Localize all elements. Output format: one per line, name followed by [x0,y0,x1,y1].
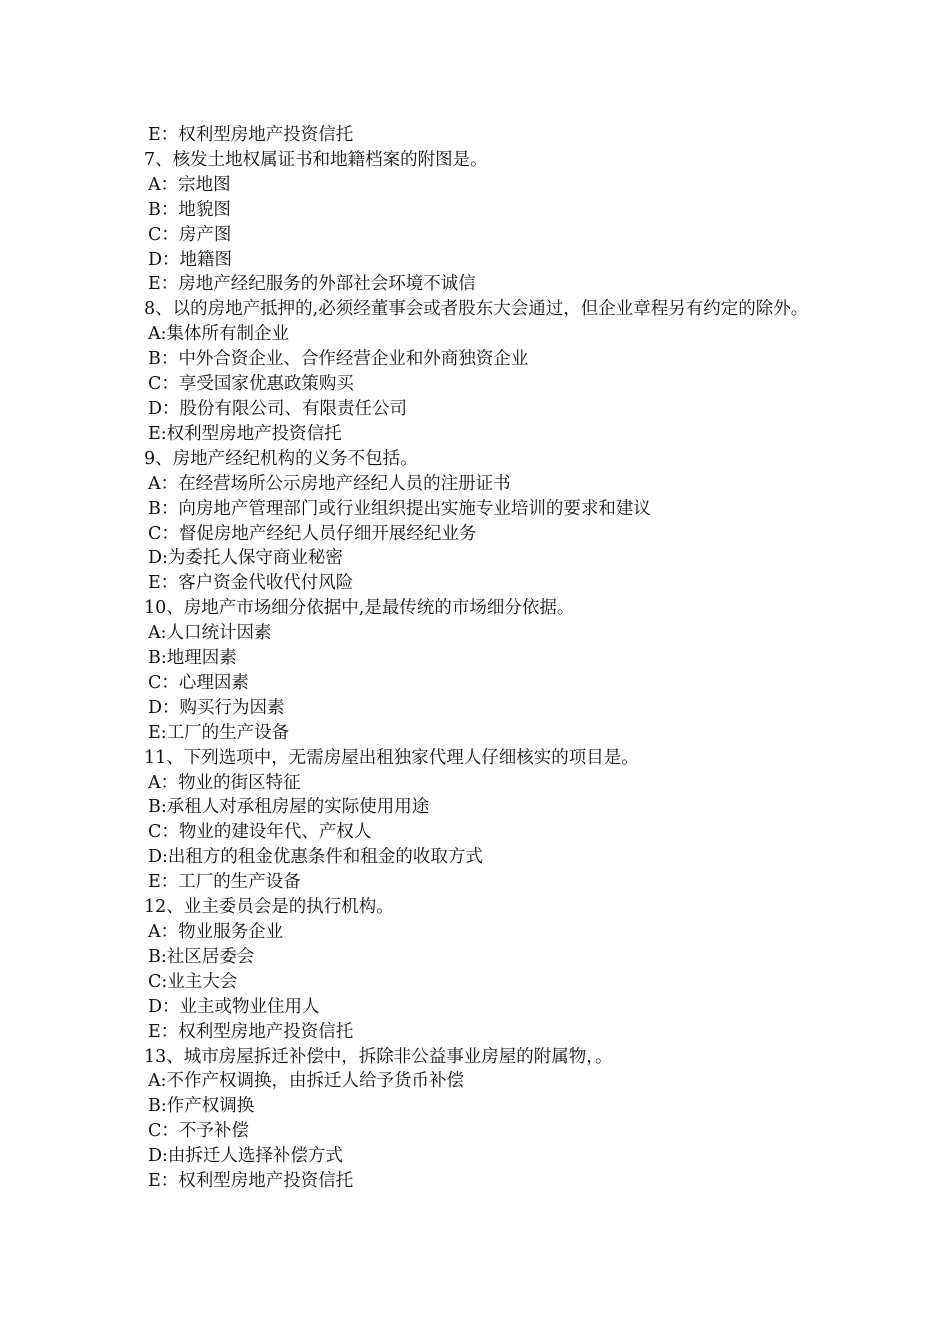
option-line: E：权利型房地产投资信托 [148,1171,354,1192]
option-line: D：股份有限公司、有限责任公司 [148,398,408,419]
option-line: B:社区居委会 [148,946,255,967]
option-line: C：心理因素 [148,672,249,693]
option-line: A:不作产权调换，由拆迁人给予货币补偿 [148,1071,465,1092]
option-line: A：在经营场所公示房地产经纪人员的注册证书 [148,473,511,494]
question-line: 12、业主委员会是的执行机构。 [144,897,394,918]
option-line: D:出租方的租金优惠条件和租金的收取方式 [148,847,483,868]
option-line: D:由拆迁人选择补偿方式 [148,1146,343,1167]
document-body [144,123,824,1194]
question-line: 8、以的房地产抵押的,必须经董事会或者股东大会通过，但企业章程另有约定的除外。 [144,299,809,320]
option-line: E：客户资金代收代付风险 [148,573,354,594]
option-line: E：权利型房地产投资信托 [148,1021,354,1042]
option-line: D:为委托人保守商业秘密 [148,548,343,569]
option-line: D：购买行为因素 [148,697,285,718]
option-line: E:权利型房地产投资信托 [148,423,342,444]
option-line: C:业主大会 [148,971,238,992]
option-line: B:承租人对承租房屋的实际使用用途 [148,797,430,818]
option-line: E：工厂的生产设备 [148,872,301,893]
question-line: 7、核发土地权属证书和地籍档案的附图是。 [144,149,488,170]
option-line: A:集体所有制企业 [148,324,290,345]
option-line: A：物业服务企业 [148,922,284,942]
option-line: E:工厂的生产设备 [148,722,290,743]
option-line: C：房产图 [148,224,232,245]
question-line: 10、房地产市场细分依据中,是最传统的市场细分依据。 [144,598,575,619]
option-line: B：向房地产管理部门或行业组织提出实施专业培训的要求和建议 [148,498,651,519]
option-line: B：中外合资企业、合作经营企业和外商独资企业 [148,349,529,370]
option-line: E：房地产经纪服务的外部社会环境不诚信 [148,274,476,295]
option-line: E：权利型房地产投资信托 [148,125,354,145]
option-line: A:人口统计因素 [148,623,272,644]
question-line: 13、城市房屋拆迁补偿中，拆除非公益事业房屋的附属物，。 [144,1046,613,1067]
question-line: 11、下列选项中，无需房屋出租独家代理人仔细核实的项目是。 [144,747,639,768]
option-line: C：享受国家优惠政策购买 [148,374,354,395]
option-line: C：不予补偿 [148,1121,249,1142]
option-line: B:地理因素 [148,648,237,669]
option-line: B:作产权调换 [148,1096,255,1117]
option-line: C：物业的建设年代、产权人 [148,822,372,843]
option-line: A：物业的街区特征 [148,772,301,793]
option-line: D：业主或物业住用人 [148,996,320,1017]
option-line: A：宗地图 [148,174,231,195]
question-line: 9、房地产经纪机构的义务不包括。 [144,448,418,469]
option-line: C：督促房地产经纪人员仔细开展经纪业务 [148,523,477,544]
option-line: B：地貌图 [148,199,231,220]
option-line: D：地籍图 [148,249,233,270]
